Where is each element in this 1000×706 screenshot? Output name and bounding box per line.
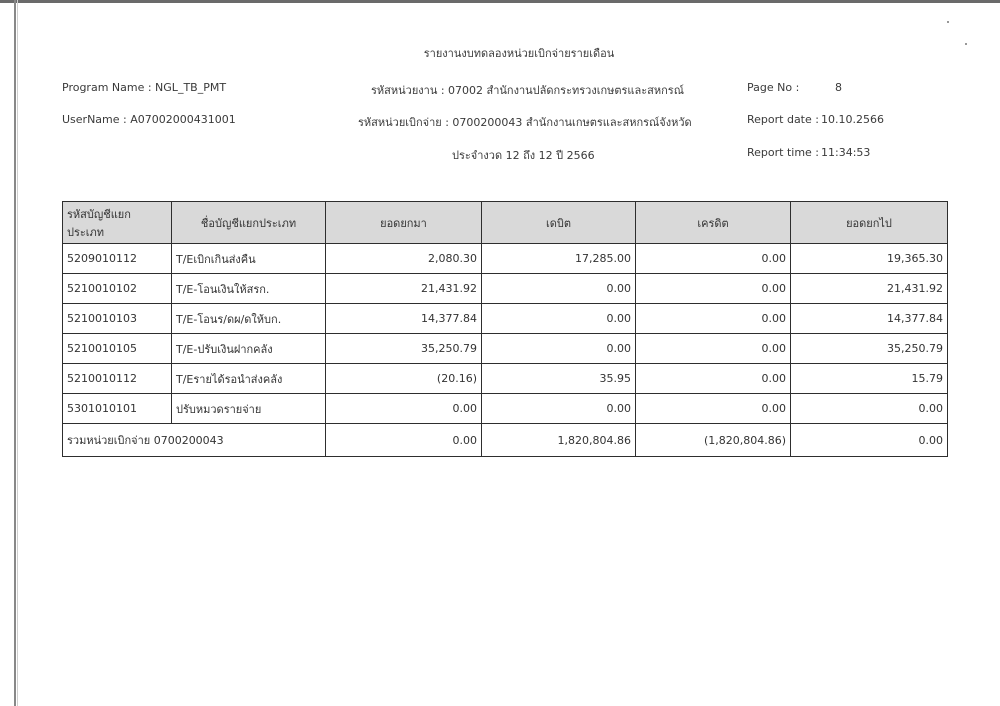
- table-row: [63, 364, 948, 394]
- header-debit: เดบิต: [482, 202, 636, 244]
- opening-balance-cell: 14,377.84: [326, 304, 482, 334]
- total-opening-balance: 0.00: [326, 424, 482, 457]
- credit-cell: 0.00: [636, 394, 791, 424]
- opening-balance-cell: (20.16): [326, 364, 482, 394]
- closing-balance-cell: 0.00: [791, 394, 948, 424]
- account-code-cell: 5210010102: [63, 274, 172, 304]
- report-time-label: Report time :: [747, 146, 820, 159]
- account-name-cell: T/E-โอนเงินให้สรก.: [172, 274, 326, 304]
- account-name-cell: T/E-ปรับเงินฝากคลัง: [172, 334, 326, 364]
- table-row: [63, 274, 948, 304]
- agency-code-line: รหัสหน่วยงาน : 07002 สำนักงานปลัดกระทรวงเกษตรและสหกรณ์: [371, 84, 684, 97]
- table-row: [63, 394, 948, 424]
- account-name-cell: T/Eเบิกเกินส่งคืน: [172, 244, 326, 274]
- credit-cell: 0.00: [636, 244, 791, 274]
- closing-balance-cell: 14,377.84: [791, 304, 948, 334]
- report-title: รายงานงบทดลองหน่วยเบิกจ่ายรายเดือน: [423, 47, 615, 60]
- table-header-row: [63, 202, 948, 244]
- debit-cell: 35.95: [482, 364, 636, 394]
- closing-balance-cell: 35,250.79: [791, 334, 948, 364]
- page-top-edge: [0, 0, 1000, 3]
- closing-balance-cell: 15.79: [791, 364, 948, 394]
- account-code-cell: 5301010101: [63, 394, 172, 424]
- debit-cell: 17,285.00: [482, 244, 636, 274]
- account-code-cell: 5210010105: [63, 334, 172, 364]
- page-no-label: Page No :: [747, 81, 800, 94]
- table-row: [63, 304, 948, 334]
- table-row: [63, 334, 948, 364]
- credit-cell: 0.00: [636, 334, 791, 364]
- page-left-edge-shadow: [17, 0, 18, 706]
- report-date-label: Report date :: [747, 113, 819, 126]
- scan-speck: [947, 21, 949, 23]
- total-row: [63, 424, 948, 457]
- program-name: Program Name : NGL_TB_PMT: [62, 81, 227, 94]
- header-opening-balance: ยอดยกมา: [326, 202, 482, 244]
- period-line: ประจำงวด 12 ถึง 12 ปี 2566: [452, 149, 595, 162]
- closing-balance-cell: 21,431.92: [791, 274, 948, 304]
- total-closing-balance: 0.00: [791, 424, 948, 457]
- opening-balance-cell: 21,431.92: [326, 274, 482, 304]
- account-name-cell: T/Eรายได้รอนำส่งคลัง: [172, 364, 326, 394]
- opening-balance-cell: 2,080.30: [326, 244, 482, 274]
- header-account-code: รหัสบัญชีแยกประเภท: [63, 202, 172, 244]
- credit-cell: 0.00: [636, 274, 791, 304]
- debit-cell: 0.00: [482, 394, 636, 424]
- total-credit: (1,820,804.86): [636, 424, 791, 457]
- total-debit: 1,820,804.86: [482, 424, 636, 457]
- opening-balance-cell: 35,250.79: [326, 334, 482, 364]
- debit-cell: 0.00: [482, 334, 636, 364]
- trial-balance-table: [62, 201, 948, 457]
- header-credit: เครดิต: [636, 202, 791, 244]
- debit-cell: 0.00: [482, 304, 636, 334]
- report-time-value: 11:34:53: [821, 146, 871, 159]
- disbursing-unit-line: รหัสหน่วยเบิกจ่าย : 0700200043 สำนักงานเกษตรและสหกรณ์จังหวัด: [358, 116, 692, 129]
- table-row: [63, 244, 948, 274]
- report-date-value: 10.10.2566: [821, 113, 884, 126]
- header-account-name: ชื่อบัญชีแยกประเภท: [172, 202, 326, 244]
- account-name-cell: T/E-โอนร/ดผ/ดให้บก.: [172, 304, 326, 334]
- credit-cell: 0.00: [636, 364, 791, 394]
- page-left-edge: [14, 0, 16, 706]
- page-no-value: 8: [835, 81, 842, 94]
- opening-balance-cell: 0.00: [326, 394, 482, 424]
- debit-cell: 0.00: [482, 274, 636, 304]
- closing-balance-cell: 19,365.30: [791, 244, 948, 274]
- account-name-cell: ปรับหมวดรายจ่าย: [172, 394, 326, 424]
- username: UserName : A07002000431001: [62, 113, 236, 126]
- account-code-cell: 5210010103: [63, 304, 172, 334]
- header-closing-balance: ยอดยกไป: [791, 202, 948, 244]
- account-code-cell: 5209010112: [63, 244, 172, 274]
- total-label: รวมหน่วยเบิกจ่าย 0700200043: [63, 424, 326, 457]
- credit-cell: 0.00: [636, 304, 791, 334]
- account-code-cell: 5210010112: [63, 364, 172, 394]
